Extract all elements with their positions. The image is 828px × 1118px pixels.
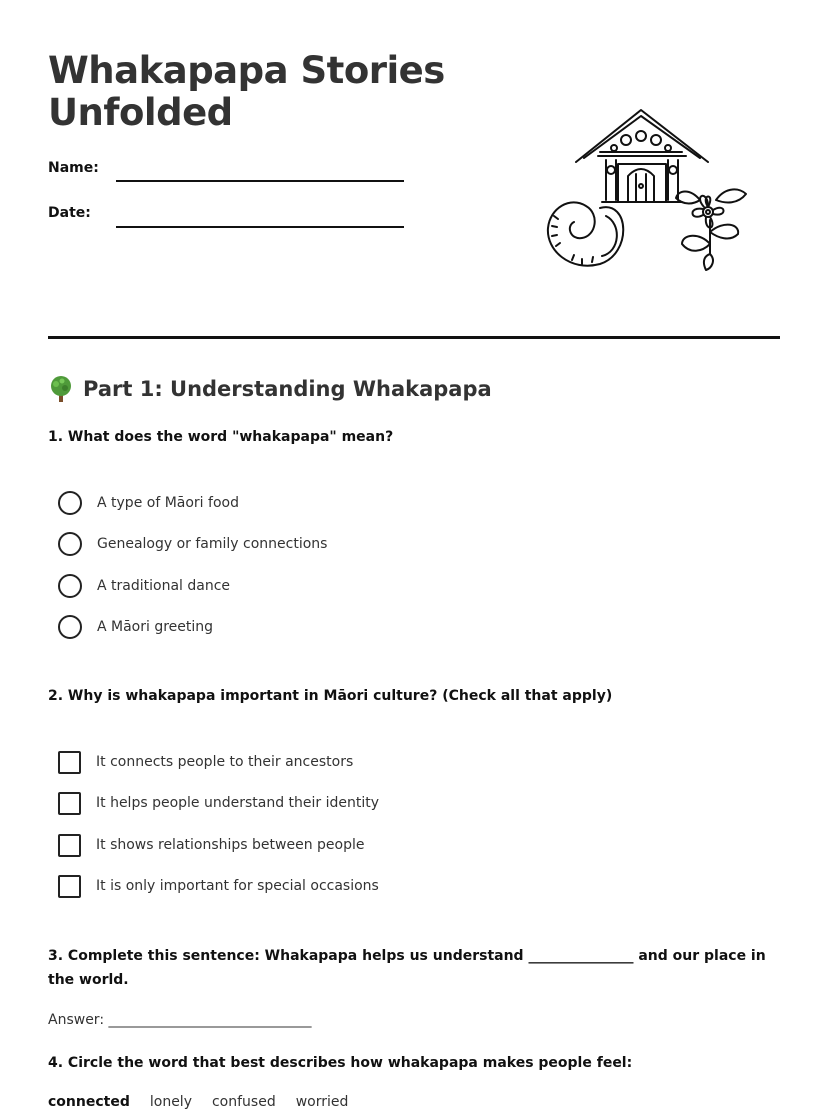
checkbox[interactable] [58, 834, 81, 857]
tree-icon [48, 375, 74, 403]
q1-option[interactable] [58, 574, 230, 598]
q2-option-label: It shows relationships between people [96, 837, 365, 853]
q1-option[interactable] [58, 532, 327, 556]
date-field[interactable] [116, 226, 404, 228]
question-1: 1. What does the word "whakapapa" mean? [48, 429, 394, 445]
date-label: Date: [48, 205, 91, 221]
wharenui-house-icon [540, 104, 750, 272]
q2-option[interactable] [58, 750, 353, 774]
checkbox[interactable] [58, 875, 81, 898]
q4-word-choices [48, 1094, 368, 1110]
q3-answer-field[interactable]: Answer: _____________________________ [48, 1012, 312, 1028]
worksheet-title: Whakapapa Stories Unfolded [48, 49, 445, 134]
q1-option-label: A traditional dance [97, 578, 231, 594]
word-choice-lonely[interactable]: lonely [149, 1094, 192, 1110]
radio-button[interactable] [58, 532, 82, 556]
q2-option[interactable] [58, 791, 379, 815]
question-4: 4. Circle the word that best describes how whakapapa makes people feel: [48, 1055, 633, 1071]
q1-option[interactable] [58, 491, 239, 515]
question-2: 2. Why is whakapapa important in Māori culture? (Check all that apply) [48, 688, 613, 704]
word-choice-connected[interactable]: connected [48, 1094, 130, 1110]
name-label: Name: [48, 160, 99, 176]
question-3: 3. Complete this sentence: Whakapapa helps us understand _______________ and our place in the world. [48, 948, 766, 988]
radio-button[interactable] [58, 574, 82, 598]
q1-option[interactable] [58, 615, 213, 639]
section-divider [48, 336, 780, 339]
q1-option-label: A type of Māori food [97, 495, 239, 511]
word-choice-worried[interactable]: worried [295, 1094, 349, 1110]
word-choice-confused[interactable]: confused [211, 1094, 276, 1110]
q2-option[interactable] [58, 874, 379, 898]
q2-option-label: It helps people understand their identity [96, 795, 380, 811]
q2-option[interactable] [58, 833, 364, 857]
part1-heading [48, 374, 492, 404]
radio-button[interactable] [58, 491, 82, 515]
name-field[interactable] [116, 180, 404, 182]
q2-option-label: It is only important for special occasions [96, 878, 379, 894]
q1-option-label: Genealogy or family connections [97, 536, 328, 552]
q1-option-label: A Māori greeting [97, 619, 214, 635]
q2-option-label: It connects people to their ancestors [96, 754, 354, 770]
checkbox[interactable] [58, 792, 81, 815]
part1-heading-text: Part 1: Understanding Whakapapa [83, 377, 492, 401]
radio-button[interactable] [58, 615, 82, 639]
checkbox[interactable] [58, 751, 81, 774]
